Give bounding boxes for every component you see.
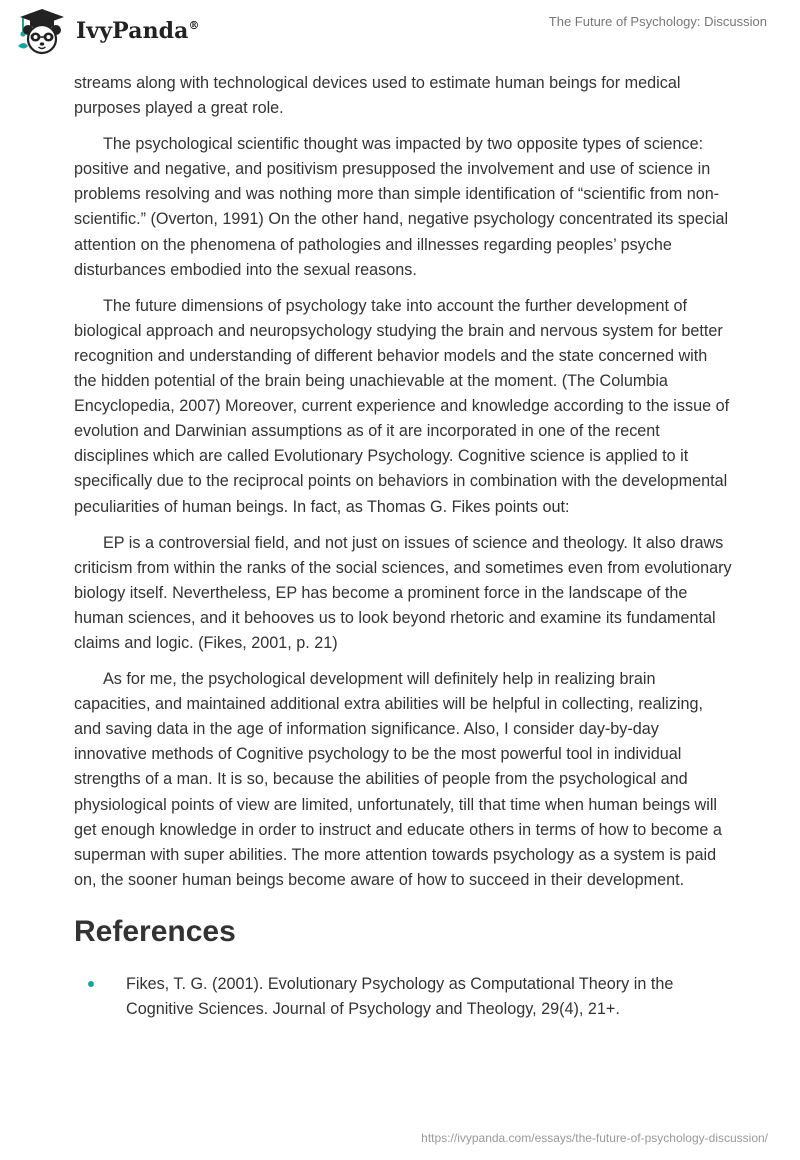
references-heading: References xyxy=(74,914,236,948)
reference-text: Fikes, T. G. (2001). Evolutionary Psychology as Computational Theory in the Cognitive Sciences. Journal of Psychology and Theology, 29(4), 21+. xyxy=(126,974,674,1018)
reference-item xyxy=(74,972,734,1022)
paragraph: The future dimensions of psychology take into account the further development of biological approach and neuropsychology studying the brain and nervous system for better recognition and understanding of different behavior models and the state concerned with the hidden potential of the brain being unachievable at the moment. (The Columbia Encyclopedia, 2007) Moreover, current experience and knowledge according to the issue of evolution and Darwinian assumptions as of it are incorporated in one of the recent disciplines which are called Evolutionary Psychology. Cognitive science is applied to it specifically due to the reciprocal points on behaviors in combination with the developmental peculiarities of human beings. In fact, as Thomas G. Fikes points out: xyxy=(74,296,730,516)
essay-body xyxy=(74,71,734,1022)
document-title: The Future of Psychology: Discussion xyxy=(548,14,767,29)
panda-mascot-icon xyxy=(14,6,70,56)
brand-name xyxy=(76,18,200,44)
references-list xyxy=(74,972,734,1022)
page-header xyxy=(0,0,800,66)
paragraph: As for me, the psychological development will definitely help in realizing brain capacities, and maintained additional extra abilities will be helpful in collecting, realizing, and saving data in the age of information significance. Also, I consider day-by-day innovative methods of Cognitive psychology to be the most powerful tool in individual strengths of a man. It is so, because the abilities of people from the psychological and physiological points of view are limited, unfortunately, till that time when human beings will get enough knowledge in order to instruct and educate others in terms of how to become a superman with super abilities. The more attention towards psychology as a system is paid on, the sooner human beings become aware of how to succeed in their development. xyxy=(74,670,722,889)
paragraph-continuation: streams along with technological devices used to estimate human beings for medical purposes played a great role. xyxy=(74,74,681,118)
bullet-icon xyxy=(88,981,94,987)
brand-wordmark: IvyPanda xyxy=(76,18,189,44)
paragraph: The psychological scientific thought was impacted by two opposite types of science: positive and negative, and positivism presupposed the involvement and use of science in problems resolving and was nothing more than simple identification of “scientific from non-scientific.” (Overton, 1991) On the other hand, negative psychology concentrated its special attention on the phenomena of pathologies and illnesses regarding peoples’ psyche disturbances embodied into the sexual reasons. xyxy=(74,135,729,279)
source-url[interactable]: https://ivypanda.com/essays/the-future-of-psychology-discussion/ xyxy=(421,1131,768,1145)
block-quote: EP is a controversial field, and not just on issues of science and theology. It also draws criticism from within the ranks of the social sciences, and sometimes even from evolutionary biology itself. Nevertheless, EP has become a prominent force in the landscape of the human sciences, and it behooves us to look beyond rhetoric and examine its fundamental claims and logic. (Fikes, 2001, p. 21) xyxy=(74,533,732,652)
trademark-symbol: ® xyxy=(188,19,200,32)
brand-logo[interactable] xyxy=(14,6,200,56)
